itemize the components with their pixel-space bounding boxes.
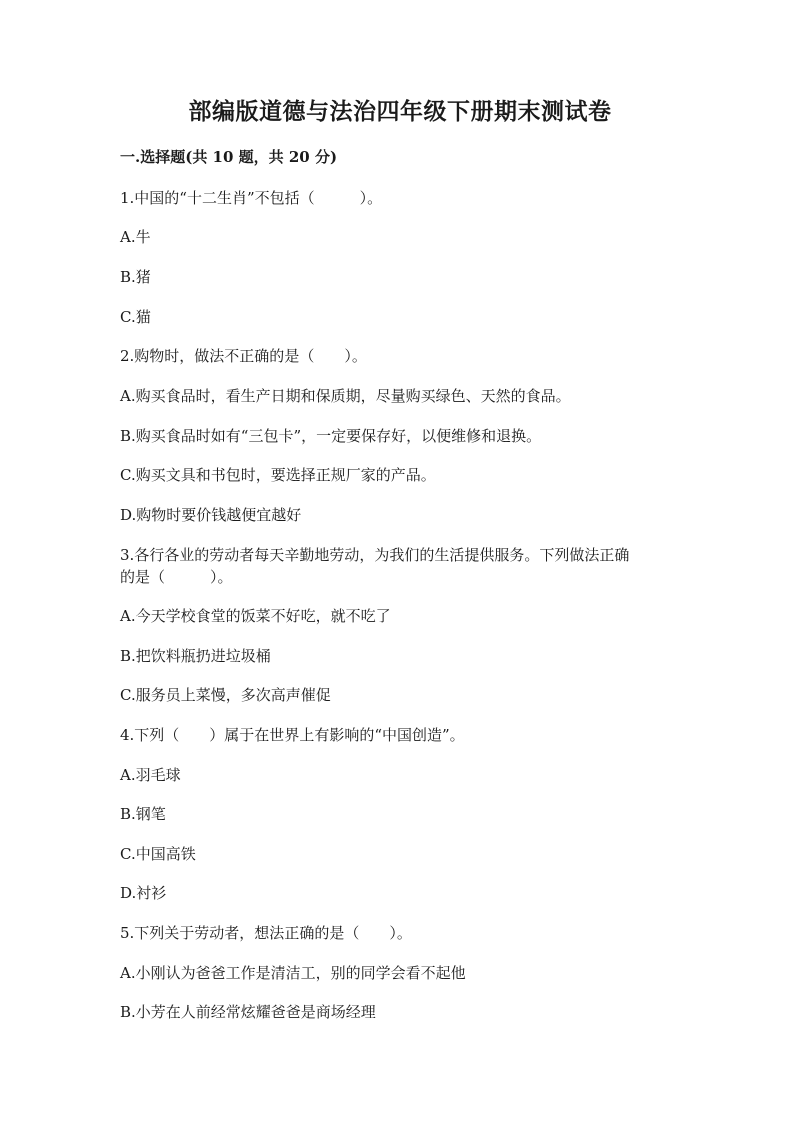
- page-title: 部编版道德与法治四年级下册期末测试卷: [188, 98, 612, 125]
- question-1-option-a: A.牛: [120, 228, 151, 246]
- question-4-option-a: A.羽毛球: [120, 766, 181, 784]
- question-1-option-c: C.猫: [120, 308, 151, 326]
- question-3-option-c: C.服务员上菜慢，多次高声催促: [120, 686, 331, 704]
- question-4-option-d: D.衬衫: [120, 884, 167, 902]
- question-2-option-c: C.购买文具和书包时，要选择正规厂家的产品。: [120, 466, 436, 484]
- question-2-option-a: A.购买食品时，看生产日期和保质期，尽量购买绿色、天然的食品。: [120, 387, 571, 405]
- question-1-option-b: B.猪: [120, 268, 151, 286]
- question-5-stem: 5.下列关于劳动者，想法正确的是（ ）。: [120, 924, 412, 942]
- question-3-stem-line-2: 的是（ ）。: [120, 568, 233, 586]
- question-4-stem: 4.下列（ ）属于在世界上有影响的“中国创造”。: [120, 726, 465, 744]
- question-5-option-a: A.小刚认为爸爸工作是清洁工，别的同学会看不起他: [120, 964, 466, 982]
- question-3-stem-line-1: 3.各行各业的劳动者每天辛勤地劳动，为我们的生活提供服务。下列做法正确: [120, 546, 630, 564]
- question-2-option-b: B.购买食品时如有“三包卡”，一定要保存好，以便维修和退换。: [120, 427, 542, 445]
- question-3-option-a: A.今天学校食堂的饭菜不好吃，就不吃了: [120, 607, 391, 625]
- question-3-option-b: B.把饮料瓶扔进垃圾桶: [120, 647, 271, 665]
- question-5-option-b: B.小芳在人前经常炫耀爸爸是商场经理: [120, 1003, 376, 1021]
- question-4-option-c: C.中国高铁: [120, 845, 196, 863]
- question-2-stem: 2.购物时，做法不正确的是（ ）。: [120, 347, 367, 365]
- question-2-option-d: D.购物时要价钱越便宜越好: [120, 506, 302, 524]
- section-heading: 一.选择题(共 10 题，共 20 分): [120, 148, 338, 166]
- question-1-stem: 1.中国的“十二生肖”不包括（ ）。: [120, 189, 383, 207]
- question-4-option-b: B.钢笔: [120, 805, 166, 823]
